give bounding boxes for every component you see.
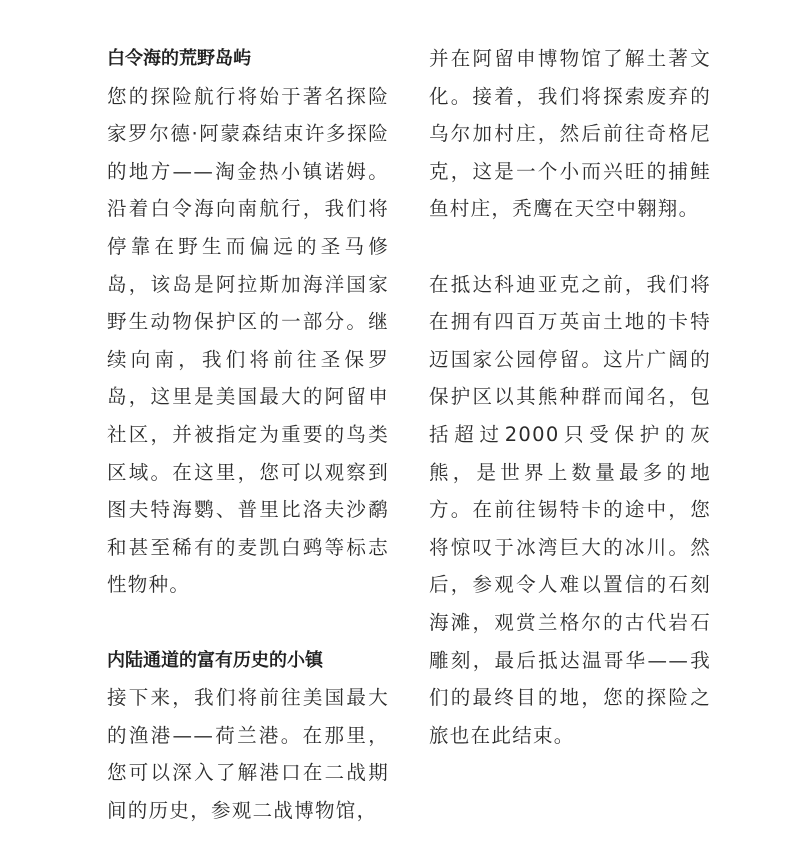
continuation-paragraph: 并在阿留申博物馆了解土著文化。接着，我们将探索废弃的乌尔加村庄，然后前往奇格尼克，这是一个小而兴旺的捕鲑鱼村庄，秃鹰在天空中翱翔。 [429, 47, 711, 221]
section-heading-inside-passage-towns: 内陆通道的富有历史的小镇 [107, 649, 323, 671]
section-body-bering-sea-islands: 您的探险航行将始于著名探险家罗尔德·阿蒙森结束许多探险的地方——淘金热小镇诺姆。沿着白令海向南航行，我们将停靠在野生而偏远的圣马修岛，该岛是阿拉斯加海洋国家野生动物保护区的一部分。继续向南，我们将前往圣保罗岛，这里是美国最大的阿留申社区，并被指定为重要的鸟类区域。在这里，您可以观察到图夫特海鹦、普里比洛夫沙鹬和甚至稀有的麦凯白鹀等标志性物种。 [107, 84, 389, 597]
right-column [429, 40, 711, 754]
paragraph-spacer [429, 228, 711, 266]
section-body-inside-passage-towns: 接下来，我们将前往美国最大的渔港——荷兰港。在那里，您可以深入了解港口在二战期间的历史，参观二战博物馆， [107, 686, 389, 822]
paragraph-spacer [107, 604, 389, 642]
katmai-to-vancouver-paragraph: 在抵达科迪亚克之前，我们将在拥有四百万英亩土地的卡特迈国家公园停留。这片广阔的保护区以其熊种群而闻名，包括超过2000只受保护的灰熊，是世界上数量最多的地方。在前往锡特卡的途中，您将惊叹于冰湾巨大的冰川。然后，参观令人难以置信的石刻海滩，观赏兰格尔的古代岩石雕刻，最后抵达温哥华——我们的最终目的地，您的探险之旅也在此结束。 [429, 272, 711, 747]
left-column [107, 40, 389, 829]
section-heading-bering-sea-islands: 白令海的荒野岛屿 [107, 48, 251, 69]
